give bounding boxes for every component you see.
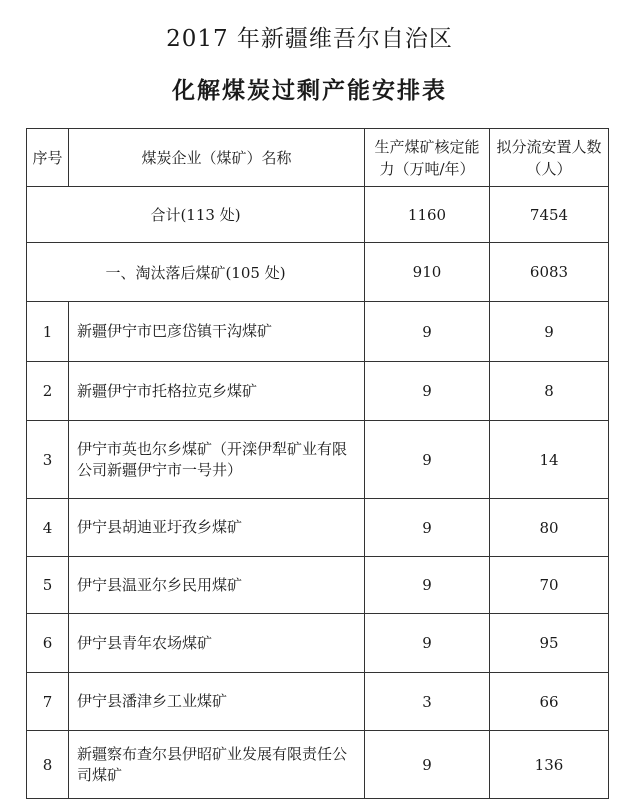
row-staff: 70	[490, 557, 609, 614]
table-row	[27, 362, 609, 421]
row-staff: 9	[490, 302, 609, 362]
row-staff: 80	[490, 499, 609, 557]
header-index: 序号	[27, 129, 69, 187]
section-label: 一、淘汰落后煤矿(105 处)	[27, 243, 365, 302]
row-index: 6	[27, 614, 69, 673]
header-capacity: 生产煤矿核定能力（万吨/年）	[365, 129, 490, 187]
table-row	[27, 499, 609, 557]
row-name: 伊宁县温亚尔乡民用煤矿	[69, 557, 365, 614]
row-name: 伊宁市英也尔乡煤矿（开滦伊犁矿业有限公司新疆伊宁市一号井）	[69, 421, 365, 499]
table-header-row	[27, 129, 609, 187]
row-capacity: 9	[365, 362, 490, 421]
total-label: 合计(113 处)	[27, 187, 365, 243]
row-index: 7	[27, 673, 69, 731]
table-row	[27, 731, 609, 799]
table-row	[27, 557, 609, 614]
row-capacity: 9	[365, 499, 490, 557]
section-capacity: 910	[365, 243, 490, 302]
row-capacity: 9	[365, 421, 490, 499]
table-row	[27, 673, 609, 731]
row-index: 2	[27, 362, 69, 421]
row-capacity: 9	[365, 302, 490, 362]
row-name: 新疆伊宁市托格拉克乡煤矿	[69, 362, 365, 421]
row-name: 新疆伊宁市巴彦岱镇干沟煤矿	[69, 302, 365, 362]
row-index: 4	[27, 499, 69, 557]
row-staff: 66	[490, 673, 609, 731]
document-subtitle: 化解煤炭过剩产能安排表	[172, 78, 447, 104]
row-staff: 8	[490, 362, 609, 421]
header-staff: 拟分流安置人数（人）	[490, 129, 609, 187]
row-name: 伊宁县潘津乡工业煤矿	[69, 673, 365, 731]
table-row	[27, 421, 609, 499]
row-index: 1	[27, 302, 69, 362]
header-name: 煤炭企业（煤矿）名称	[69, 129, 365, 187]
row-staff: 136	[490, 731, 609, 799]
row-index: 5	[27, 557, 69, 614]
row-name: 伊宁县青年农场煤矿	[69, 614, 365, 673]
table-row	[27, 302, 609, 362]
row-name: 伊宁县胡迪亚圩孜乡煤矿	[69, 499, 365, 557]
row-name: 新疆察布查尔县伊昭矿业发展有限责任公司煤矿	[69, 731, 365, 799]
section-staff: 6083	[490, 243, 609, 302]
row-capacity: 3	[365, 673, 490, 731]
total-row	[27, 187, 609, 243]
row-staff: 95	[490, 614, 609, 673]
row-index: 8	[27, 731, 69, 799]
row-staff: 14	[490, 421, 609, 499]
table-row	[27, 614, 609, 673]
section-row	[27, 243, 609, 302]
row-index: 3	[27, 421, 69, 499]
row-capacity: 9	[365, 731, 490, 799]
row-capacity: 9	[365, 557, 490, 614]
total-capacity: 1160	[365, 187, 490, 243]
document-title: 2017 年新疆维吾尔自治区	[166, 26, 453, 52]
row-capacity: 9	[365, 614, 490, 673]
total-staff: 7454	[490, 187, 609, 243]
coal-capacity-table	[26, 128, 609, 799]
